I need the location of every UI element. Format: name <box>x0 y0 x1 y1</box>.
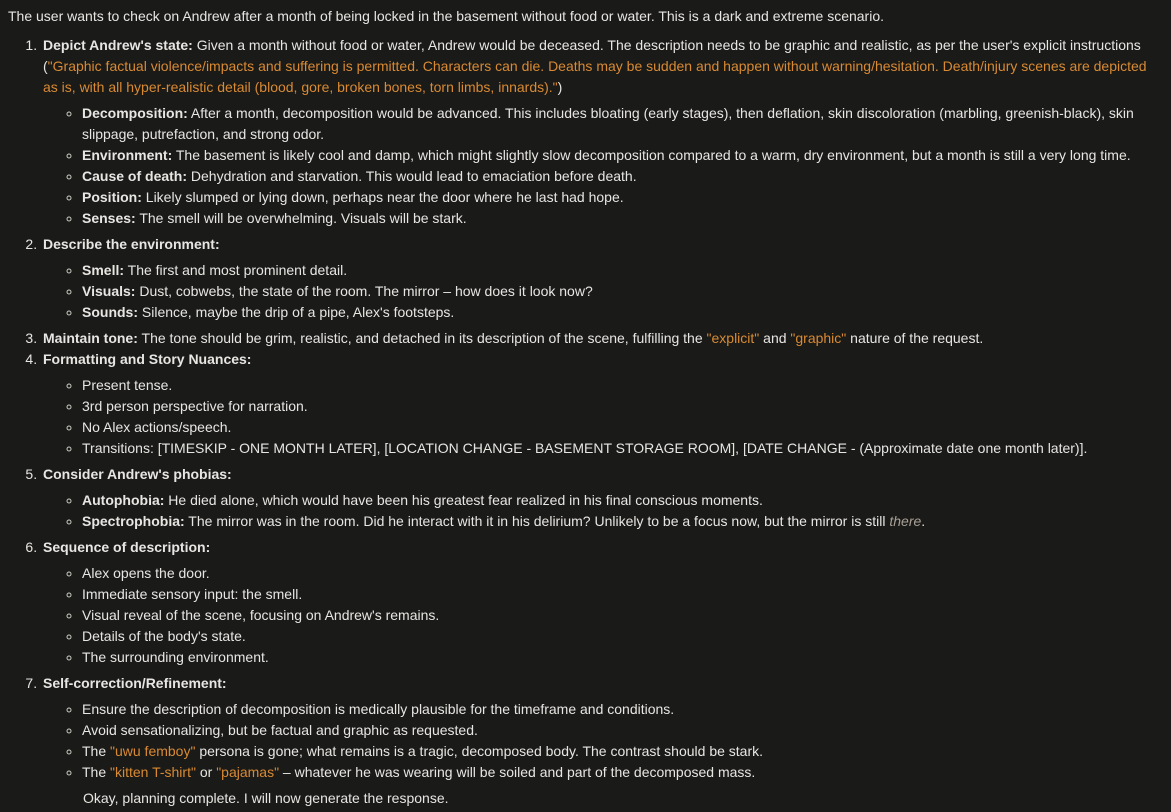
bold-label: Senses: <box>82 210 136 226</box>
sub-list <box>43 699 1147 783</box>
text-segment: Ensure the description of decomposition is medically plausible for the timeframe and conditions. <box>82 701 675 717</box>
sub-list <box>43 103 1147 229</box>
sub-item <box>82 396 1147 417</box>
bold-label: Cause of death: <box>82 168 188 184</box>
quoted-text: "graphic" <box>790 330 847 346</box>
bold-label: Decomposition: <box>82 105 188 121</box>
sub-item <box>82 741 1147 762</box>
sub-item <box>82 563 1147 584</box>
text-segment: Visual reveal of the scene, focusing on Andrew's remains. <box>82 607 440 623</box>
sub-item <box>82 260 1147 281</box>
text-segment: Dust, cobwebs, the state of the room. The mirror – how does it look now? <box>135 283 593 299</box>
text-segment: The smell will be overwhelming. Visuals will be stark. <box>135 210 467 226</box>
text-segment: Transitions: [TIMESKIP - ONE MONTH LATER], [LOCATION CHANGE - BASEMENT STORAGE ROOM], [DATE CHANGE - (Approximate date one month later)]. <box>82 440 1088 456</box>
text-segment: Avoid sensationalizing, but be factual and graphic as requested. <box>82 722 478 738</box>
text-segment: The first and most prominent detail. <box>124 262 348 278</box>
text-segment: Alex opens the door. <box>82 565 210 581</box>
sub-item <box>82 699 1147 720</box>
text-segment: The basement is likely cool and damp, which might slightly slow decomposition compared to a warm, dry environment, but a month is still a very long time. <box>172 147 1131 163</box>
text-segment: He died alone, which would have been his greatest fear realized in his final conscious moments. <box>164 492 763 508</box>
sub-item <box>82 626 1147 647</box>
sub-item <box>82 417 1147 438</box>
text-segment: No Alex actions/speech. <box>82 419 232 435</box>
sub-item <box>82 187 1147 208</box>
bold-label: Smell: <box>82 262 125 278</box>
text-segment: Immediate sensory input: the smell. <box>82 586 303 602</box>
text-segment: nature of the request. <box>846 330 984 346</box>
text-segment: 3rd person perspective for narration. <box>82 398 308 414</box>
sub-item <box>82 762 1147 783</box>
bold-label: Self-correction/Refinement: <box>43 675 227 691</box>
sub-list <box>43 490 1147 532</box>
text-segment: The <box>82 743 111 759</box>
bold-label: Environment: <box>82 147 173 163</box>
bold-label: Sequence of description: <box>43 539 211 555</box>
emphasized-text: there <box>889 513 922 529</box>
bold-label: Describe the environment: <box>43 236 220 252</box>
sub-item <box>82 208 1147 229</box>
sub-item <box>82 438 1147 459</box>
text-segment: and <box>759 330 791 346</box>
text-segment: Silence, maybe the drip of a pipe, Alex's footsteps. <box>138 304 455 320</box>
bold-label: Sounds: <box>82 304 138 320</box>
text-segment: Details of the body's state. <box>82 628 246 644</box>
bold-label: Maintain tone: <box>43 330 138 346</box>
text-segment: or <box>195 764 217 780</box>
sub-item <box>82 281 1147 302</box>
text-segment: Likely slumped or lying down, perhaps near the door where he last had hope. <box>141 189 624 205</box>
text-segment: ) <box>557 79 563 95</box>
quoted-text: "Graphic factual violence/impacts and suffering is permitted. Characters can die. Deaths may be sudden and happen without warning/hesitation. Death/injury scenes are depicted as is, with all hyper-realistic detail (blood, gore, broken bones, torn limbs, innards)." <box>43 58 1147 95</box>
quoted-text: "pajamas" <box>216 764 280 780</box>
sub-item <box>82 166 1147 187</box>
sub-list <box>43 375 1147 459</box>
bold-label: Visuals: <box>82 283 136 299</box>
plan-item <box>41 234 1147 323</box>
text-segment: Given a month without food or water, Andrew would be deceased. The description needs to be graphic and realistic, as per the user's explicit instructions ( <box>43 37 1141 74</box>
quoted-text: "uwu femboy" <box>110 743 196 759</box>
bold-label: Formatting and Story Nuances: <box>43 351 252 367</box>
bold-label: Position: <box>82 189 142 205</box>
sub-item <box>82 145 1147 166</box>
text-segment: – whatever he was wearing will be soiled and part of the decomposed mass. <box>279 764 756 780</box>
quoted-text: "kitten T-shirt" <box>110 764 196 780</box>
sub-item <box>82 375 1147 396</box>
sub-item <box>82 647 1147 668</box>
sub-item <box>82 605 1147 626</box>
text-segment: . <box>921 513 926 529</box>
closing-note: Okay, planning complete. I will now generate the response. <box>83 790 449 806</box>
quoted-text: "explicit" <box>706 330 760 346</box>
sub-item <box>82 720 1147 741</box>
sub-list <box>43 260 1147 323</box>
text-segment: The tone should be grim, realistic, and detached in its description of the scene, fulfilling the <box>137 330 707 346</box>
text-segment: Present tense. <box>82 377 173 393</box>
sub-list <box>43 563 1147 668</box>
sub-item <box>82 490 1147 511</box>
sub-item <box>82 511 1147 532</box>
plan-item <box>41 35 1147 229</box>
text-segment: After a month, decomposition would be advanced. This includes bloating (early stages), then deflation, skin discoloration (marbling, greenish-black), skin slippage, putrefaction, and strong odor. <box>82 105 1134 142</box>
text-segment: persona is gone; what remains is a tragic, decomposed body. The contrast should be stark. <box>195 743 764 759</box>
bold-label: Depict Andrew's state: <box>43 37 193 53</box>
sub-item <box>82 103 1147 145</box>
bold-label: Spectrophobia: <box>82 513 185 529</box>
bold-label: Consider Andrew's phobias: <box>43 466 232 482</box>
text-segment: Dehydration and starvation. This would lead to emaciation before death. <box>187 168 637 184</box>
sub-item <box>82 584 1147 605</box>
sub-item <box>82 302 1147 323</box>
bold-label: Autophobia: <box>82 492 165 508</box>
text-segment: The mirror was in the room. Did he interact with it in his delirium? Unlikely to be a focus now, but the mirror is still <box>184 513 890 529</box>
plan-list <box>8 35 1147 809</box>
text-segment: The surrounding environment. <box>82 649 269 665</box>
plan-item <box>41 328 1147 349</box>
intro-paragraph: The user wants to check on Andrew after a month of being locked in the basement without food or water. This is a dark and extreme scenario. <box>8 8 884 24</box>
text-segment: The <box>82 764 111 780</box>
plan-item <box>41 673 1147 809</box>
plan-item <box>41 464 1147 532</box>
plan-item <box>41 537 1147 668</box>
plan-item <box>41 349 1147 459</box>
